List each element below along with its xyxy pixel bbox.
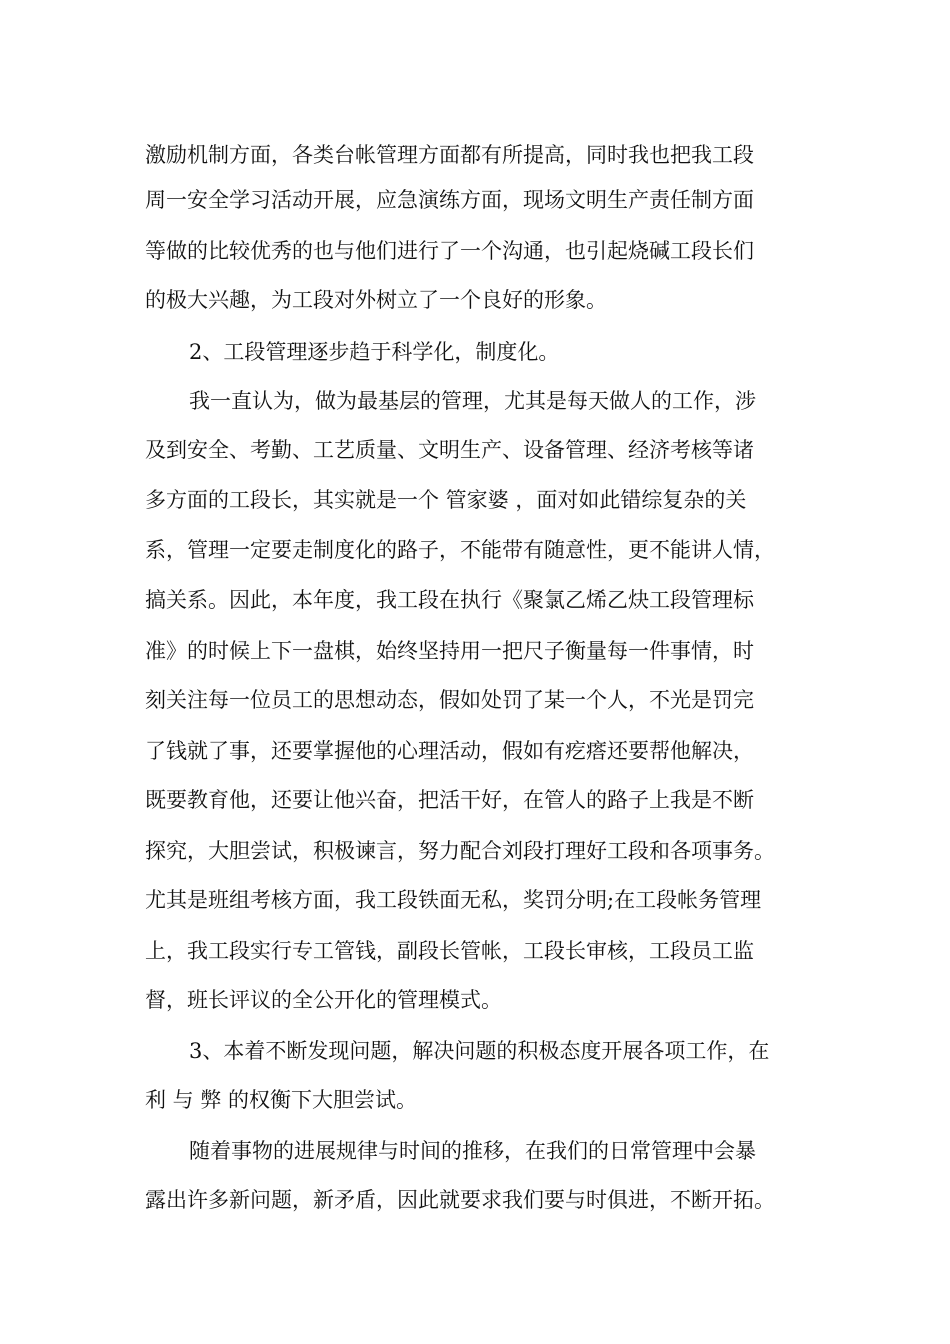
section-heading: 3、本着不断发现问题，解决问题的积极态度开展各项工作，在 — [189, 1039, 770, 1063]
text-line: 利 与 弊 的权衡下大胆尝试。 — [145, 1088, 418, 1112]
text-line: 的极大兴趣，为工段对外树立了一个良好的形象。 — [145, 288, 607, 312]
text-line: 多方面的工段长，其实就是一个 管家婆 ，面对如此错综复杂的关 — [145, 488, 747, 512]
text-line: 激励机制方面，各类台帐管理方面都有所提高，同时我也把我工段 — [145, 143, 754, 167]
text-line: 准》的时候上下一盘棋，始终坚持用一把尺子衡量每一件事情，时 — [145, 639, 754, 663]
text-line: 上，我工段实行专工管钱，副段长管帐，工段长审核，工段员工监 — [145, 939, 754, 963]
text-line: 尤其是班组考核方面，我工段铁面无私，奖罚分明;在工段帐务管理 — [145, 888, 762, 912]
text-line: 督，班长评议的全公开化的管理模式。 — [145, 988, 502, 1012]
text-line: 随着事物的进展规律与时间的推移，在我们的日常管理中会暴 — [189, 1139, 756, 1163]
text-line: 刻关注每一位员工的思想动态，假如处罚了某一个人，不光是罚完 — [145, 688, 754, 712]
text-line: 探究，大胆尝试，积极谏言，努力配合刘段打理好工段和各项事务。 — [145, 839, 775, 863]
text-line: 我一直认为，做为最基层的管理，尤其是每天做人的工作，涉 — [189, 389, 756, 413]
text-line: 既要教育他，还要让他兴奋，把活干好，在管人的路子上我是不断 — [145, 788, 754, 812]
text-line: 了钱就了事，还要掌握他的心理活动，假如有疙瘩还要帮他解决， — [145, 739, 754, 763]
text-line: 周一安全学习活动开展，应急演练方面，现场文明生产责任制方面 — [145, 188, 754, 212]
text-line: 搞关系。因此，本年度，我工段在执行《聚氯乙烯乙炔工段管理标 — [145, 588, 754, 612]
text-line: 露出许多新问题，新矛盾，因此就要求我们要与时俱进，不断开拓。 — [145, 1188, 775, 1212]
text-line: 系，管理一定要走制度化的路子，不能带有随意性，更不能讲人情， — [145, 538, 775, 562]
text-line: 及到安全、考勤、工艺质量、文明生产、设备管理、经济考核等诸 — [145, 438, 754, 462]
text-line: 等做的比较优秀的也与他们进行了一个沟通，也引起烧碱工段长们 — [145, 239, 754, 263]
section-heading: 2、工段管理逐步趋于科学化，制度化。 — [189, 340, 560, 364]
